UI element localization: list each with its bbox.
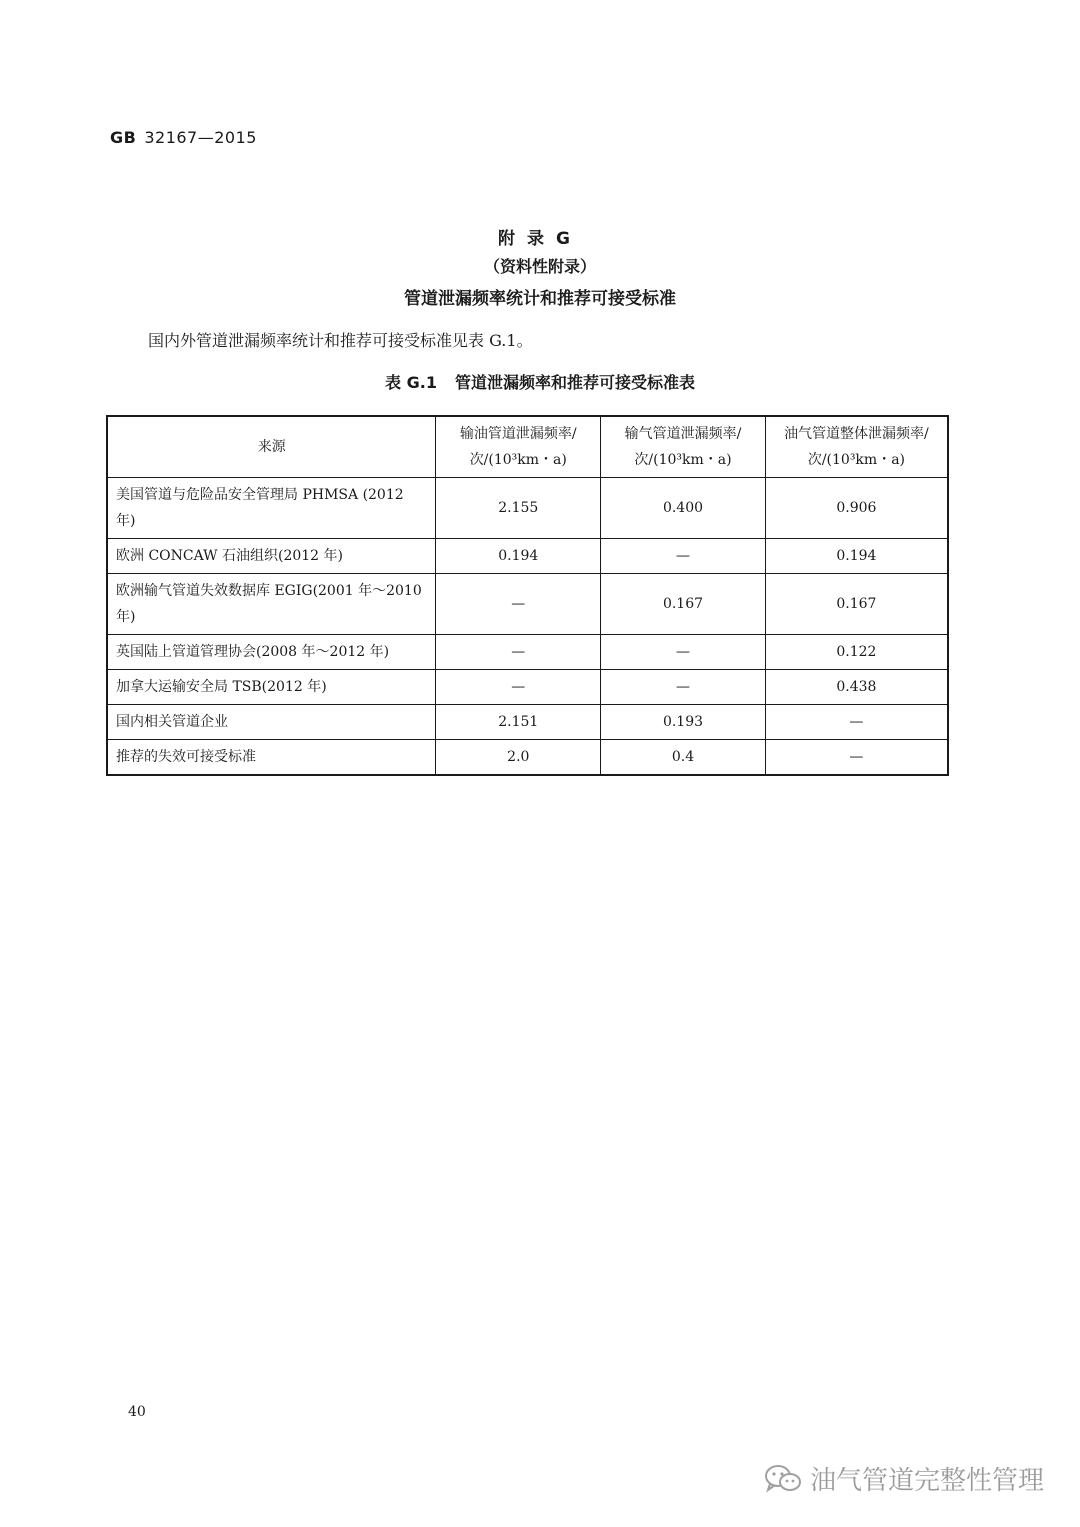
table-row: [107, 478, 948, 539]
annex-title: 管道泄漏频率统计和推荐可接受标准: [404, 289, 676, 309]
cell-oil: 2.0: [436, 740, 601, 776]
cell-gas: —: [601, 539, 766, 574]
cell-source: 加拿大运输安全局 TSB(2012 年): [107, 670, 436, 705]
cell-oil: —: [436, 574, 601, 635]
header-oil-leak-frequency: 输油管道泄漏频率/次/(10³km・a): [436, 416, 601, 478]
cell-overall: 0.167: [765, 574, 948, 635]
cell-source: 国内相关管道企业: [107, 705, 436, 740]
table-row: [107, 539, 948, 574]
cell-overall: —: [765, 705, 948, 740]
intro-paragraph: 国内外管道泄漏频率统计和推荐可接受标准见表 G.1。: [148, 331, 533, 350]
cell-overall: 0.438: [765, 670, 948, 705]
cell-overall: 0.122: [765, 635, 948, 670]
table-row: [107, 635, 948, 670]
cell-source: 欧洲输气管道失效数据库 EGIG(2001 年～2010 年): [107, 574, 436, 635]
table-row: [107, 705, 948, 740]
table-caption-number: 表 G.1: [385, 373, 437, 392]
header-gas-leak-frequency: 输气管道泄漏频率/次/(10³km・a): [601, 416, 766, 478]
table-caption-title: 管道泄漏频率和推荐可接受标准表: [454, 373, 695, 392]
cell-overall: —: [765, 740, 948, 776]
cell-source: 推荐的失效可接受标准: [107, 740, 436, 776]
standard-prefix: GB: [110, 128, 137, 147]
watermark: [764, 1460, 1044, 1497]
wechat-icon: [764, 1464, 802, 1494]
leak-frequency-table: [106, 415, 949, 776]
cell-source: 欧洲 CONCAW 石油组织(2012 年): [107, 539, 436, 574]
table-header-row: [107, 416, 948, 478]
standard-code: [110, 128, 257, 147]
table-caption: [0, 370, 1080, 393]
cell-overall: 0.194: [765, 539, 948, 574]
table-row: [107, 574, 948, 635]
watermark-text: 油气管道完整性管理: [809, 1466, 1044, 1496]
cell-gas: 0.4: [601, 740, 766, 776]
cell-oil: 2.155: [436, 478, 601, 539]
cell-gas: —: [601, 635, 766, 670]
cell-oil: 2.151: [436, 705, 601, 740]
annex-label: 附录G: [498, 229, 582, 249]
header-source: 来源: [107, 416, 436, 478]
table-row: [107, 740, 948, 776]
cell-gas: —: [601, 670, 766, 705]
cell-gas: 0.193: [601, 705, 766, 740]
page-number: 40: [128, 1404, 146, 1420]
cell-gas: 0.400: [601, 478, 766, 539]
cell-oil: —: [436, 635, 601, 670]
header-overall-leak-frequency: 油气管道整体泄漏频率/次/(10³km・a): [765, 416, 948, 478]
cell-oil: 0.194: [436, 539, 601, 574]
cell-overall: 0.906: [765, 478, 948, 539]
standard-number: 32167—2015: [144, 128, 257, 147]
cell-oil: —: [436, 670, 601, 705]
table-row: [107, 670, 948, 705]
annex-type: （资料性附录）: [483, 257, 596, 276]
cell-source: 英国陆上管道管理协会(2008 年～2012 年): [107, 635, 436, 670]
cell-source: 美国管道与危险品安全管理局 PHMSA (2012 年): [107, 478, 436, 539]
cell-gas: 0.167: [601, 574, 766, 635]
